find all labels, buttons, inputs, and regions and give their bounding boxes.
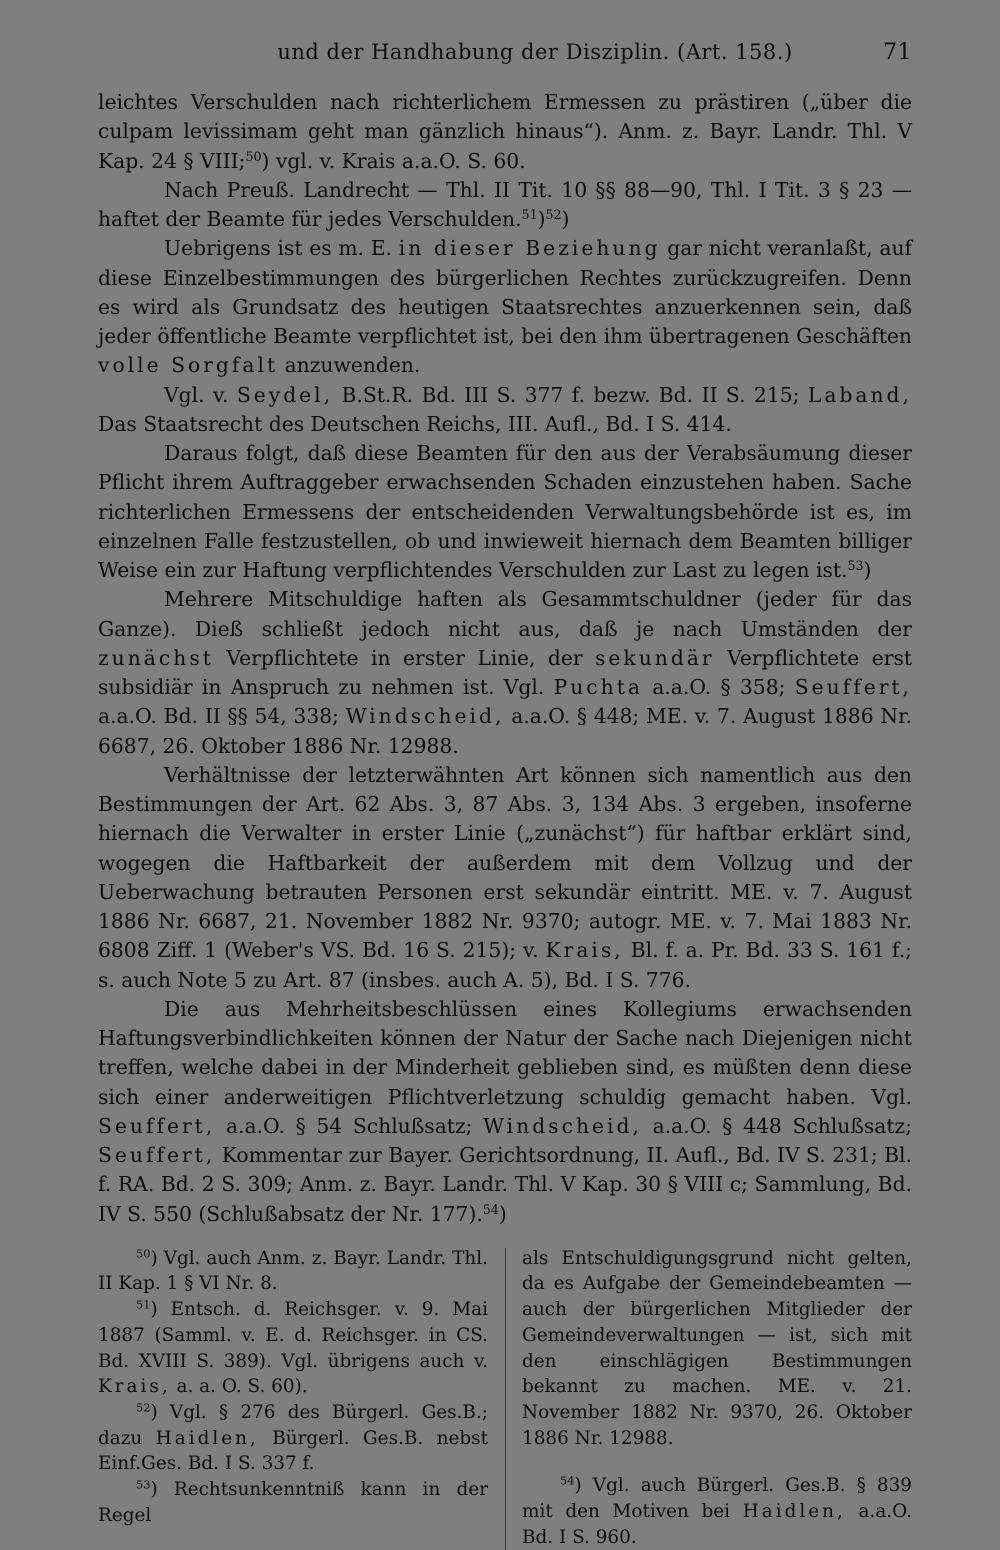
- author-name: Seydel,: [236, 382, 334, 407]
- footnote: $^{52}$) Vgl. § 276 des Bürgerl. Ges.B.; dazu Haidlen, Bürgerl. Ges.B. nebst Einf.Ges. Bd. I S. 337 f.: [98, 1400, 488, 1475]
- footnote: $^{54}$) Vgl. auch Bürgerl. Ges.B. § 839 mit den Motiven bei Haidlen, a.a.O. Bd. I S. 960.: [522, 1474, 912, 1548]
- emphasis: zunächst: [98, 645, 214, 670]
- author-name: Seuffert,: [98, 1143, 216, 1167]
- author-name: Windscheid,: [345, 704, 505, 729]
- author-name: Windscheid,: [483, 1113, 642, 1138]
- footnote: $^{50}$) Vgl. auch Anm. z. Bayr. Landr. Thl. II Kap. 1 § VI Nr. 8.: [98, 1246, 488, 1295]
- footnote: $^{53}$) Rechtsunkenntniß kann in der Regel: [98, 1477, 488, 1526]
- footnote-ref: 51: [521, 207, 538, 223]
- footnote-continuation: als Entschuldigungsgrund nicht gelten, da es Aufgabe der Gemeindebeamten — auch der bürgerlichen Mitglieder der Gemeindeverwaltungen — ist, sich mit den einschlägigen Bestimmungen bekannt zu machen. ME. v. 21. November 1882 Nr. 9370, 26. Oktober 1886 Nr. 12988.: [522, 1247, 912, 1449]
- author-name: Seuffert,: [98, 1113, 216, 1138]
- paragraph: Uebrigens ist es m. E. in dieser Beziehung gar nicht veranlaßt, auf diese Einzelbestimmungen des bürgerlichen Rechtes zurückzugreifen. Denn es wird als Grundsatz des heutigen Staatsrechtes anzuerkennen sein, daß jeder öffentliche Beamte verpflichtet ist, bei den ihm übertragenen Geschäften volle Sorgfalt anzuwenden.: [98, 236, 913, 378]
- paragraph: Mehrere Mitschuldige haften als Gesammtschuldner (jeder für das Ganze). Dieß schließt jedoch nicht aus, daß je nach Umständen der zunächst Verpflichtete in erster Linie, der sekundär Verpflichtete erst subsidiär in Anspruch zu nehmen ist. Vgl. Puchta a.a.O. § 358; Seuffert, a.a.O. Bd. II §§ 54, 338; Windscheid, a.a.O. § 448; ME. v. 7. August 1886 Nr. 6687, 26. Oktober 1886 Nr. 12988.: [98, 587, 912, 758]
- footnote-ref: 50: [245, 148, 262, 164]
- author-name: Haidlen,: [742, 1501, 846, 1523]
- footnote-column-left: [98, 1246, 488, 1550]
- author-name: Seuffert,: [794, 675, 912, 699]
- emphasis: in dieser Beziehung: [398, 236, 661, 261]
- paragraph: Verhältnisse der letzterwähnten Art können sich namentlich aus den Bestimmungen der Art. 62 Abs. 3, 87 Abs. 3, 134 Abs. 3 ergeben, insoferne hiernach die Verwalter in erster Linie („zunächst“) für haftbar erklärt sind, wogegen die Haftbarkeit der außerdem mit dem Vollzug und der Ueberwachung betrauten Personen erst sekundär eintritt. ME. v. 7. August 1886 Nr. 6687, 21. November 1882 Nr. 9370; autogr. ME. v. 7. Mai 1883 Nr. 6808 Ziff. 1 (Weber's VS. Bd. 16 S. 215); v. Krais, Bl. f. a. Pr. Bd. 33 S. 161 f.; s. auch Note 5 zu Art. 87 (insbes. auch A. 5), Bd. I S. 776.: [98, 762, 912, 992]
- main-text: [98, 88, 912, 1229]
- footnote-column-right: [522, 1246, 912, 1550]
- running-head: [98, 34, 912, 74]
- footnote: $^{51}$) Entsch. d. Reichsger. v. 9. Mai 1887 (Samml. v. E. d. Reichsger. in CS. Bd. XVIII S. 389). Vgl. übrigens auch v. Krais, a. a. O. S. 60).: [98, 1297, 488, 1398]
- author-name: Laband,: [807, 382, 912, 407]
- footnotes: [98, 1246, 912, 1550]
- author-name: Krais,: [98, 1376, 171, 1398]
- footnote-ref: 54: [482, 1201, 499, 1217]
- paragraph: Daraus folgt, daß diese Beamten für den aus der Verabsäumung dieser Pflicht ihrem Auftraggeber erwachsenden Schaden einzustehen haben. Sache richterlichen Ermessens der entscheidenden Verwaltungsbehörde ist es, im einzelnen Falle festzustellen, ob und inwieweit hiernach dem Beamten billiger Weise ein zur Haftung verpflichtendes Verschulden zur Last zu legen ist.$^{53}$): [98, 441, 912, 582]
- footnote-ref: 53: [847, 558, 864, 574]
- author-name: Krais,: [545, 938, 624, 963]
- footnote-ref: 52: [545, 207, 562, 223]
- paragraph: Die aus Mehrheitsbeschlüssen eines Kollegiums erwachsenden Haftungsverbindlichkeiten können der Natur der Sache nach Diejenigen nicht treffen, welche dabei in der Minderheit geblieben sind, es müßten denn diese sich einer anderweitigen Pflichtverletzung schuldig gemacht haben. Vgl. Seuffert, a.a.O. § 54 Schlußsatz; Windscheid, a.a.O. § 448 Schlußsatz; Seuffert, Kommentar zur Bayer. Gerichtsordnung, II. Aufl., Bd. IV S. 231; Bl. f. RA. Bd. 2 S. 309; Anm. z. Bayr. Landr. Thl. V Kap. 30 § VIII c; Sammlung, Bd. IV S. 550 (Schlußabsatz der Nr. 177).$^{54}$): [98, 996, 913, 1226]
- page-number: 71: [883, 40, 912, 65]
- author-name: Haidlen,: [155, 1427, 259, 1449]
- emphasis: sekundär: [595, 645, 715, 670]
- running-title: und der Handhabung der Disziplin. (Art. 158.): [277, 40, 793, 64]
- column-divider: [505, 1248, 506, 1550]
- paragraph: Nach Preuß. Landrecht — Thl. II Tit. 10 §§ 88—90, Thl. I Tit. 3 § 23 — haftet der Beamte für jedes Verschulden.$^{51}$)$^{52}$): [98, 177, 912, 231]
- emphasis: volle Sorgfalt: [98, 353, 279, 378]
- author-name: Puchta: [553, 675, 643, 699]
- paragraph: Vgl. v. Seydel, B.St.R. Bd. III S. 377 f. bezw. Bd. II S. 215; Laband, Das Staatsrecht des Deutschen Reichs, III. Aufl., Bd. I S. 414.: [98, 382, 912, 436]
- paragraph: leichtes Verschulden nach richterlichem Ermessen zu prästiren („über die culpam levissimam geht man gänzlich hinaus“). Anm. z. Bayr. Landr. Thl. V Kap. 24 § VIII;$^{50}$) vgl. v. Krais a.a.O. S. 60.: [98, 90, 912, 173]
